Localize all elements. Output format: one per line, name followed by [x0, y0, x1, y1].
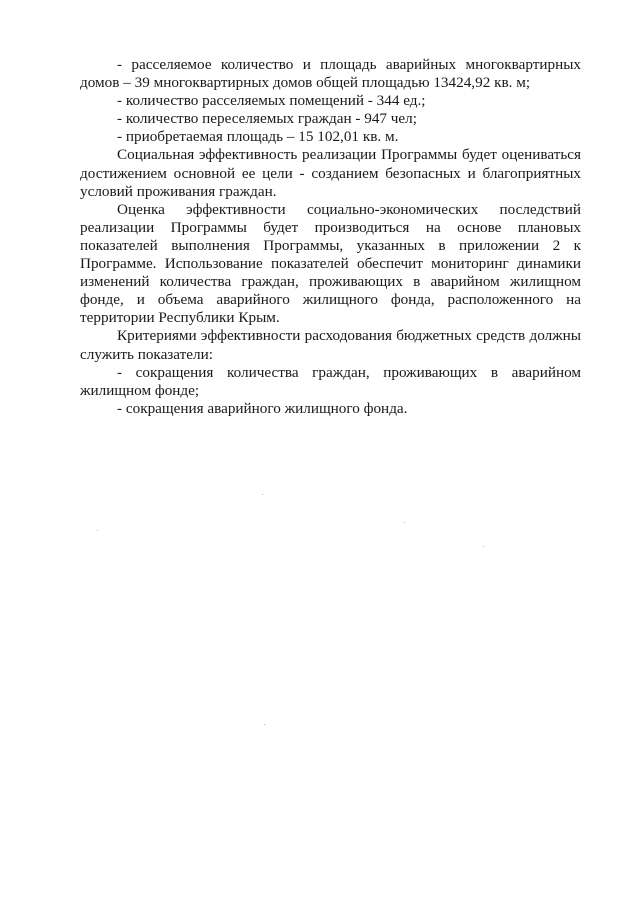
- paragraph-resettled-rooms: - количество расселяемых помещений - 344 ед.;: [117, 92, 426, 110]
- paragraph-budget-criteria: Критериями эффективности расходования бюджетных средств должны служить показатели:: [80, 327, 581, 363]
- scan-speck: [264, 724, 265, 725]
- paragraph-efficiency-assessment: Оценка эффективности социально-экономических последствий реализации Программы будет производиться на основе плановых показателей выполнения Программы, указанных в приложении 2 к Программе. Использование показателей обеспечит мониторинг динамики изменений количества граждан, проживающих в аварийном жилищном фонде, и объема аварийного жилищного фонда, расположенного на территории Республики Крым.: [80, 200, 581, 327]
- paragraph-criteria-housing-fund: - сокращения аварийного жилищного фонда.: [117, 399, 408, 417]
- scan-speck: [97, 530, 98, 531]
- paragraph-resettled-buildings: - расселяемое количество и площадь аварийных многоквартирных домов – 39 многоквартирных домов общей площадью 13424,92 кв. м;: [80, 56, 581, 92]
- paragraph-social-efficiency: Социальная эффективность реализации Программы будет оцениваться достижением основной ее цели - созданием безопасных и благоприятных условий проживания граждан.: [80, 146, 581, 200]
- paragraph-acquired-area: - приобретаемая площадь – 15 102,01 кв. м.: [117, 128, 399, 146]
- document-body: [80, 56, 581, 418]
- scan-speck: [262, 494, 263, 495]
- paragraph-criteria-citizens: - сокращения количества граждан, проживающих в аварийном жилищном фонде;: [80, 363, 581, 399]
- paragraph-resettled-citizens: - количество переселяемых граждан - 947 чел;: [117, 110, 417, 128]
- scan-speck: [404, 522, 405, 523]
- scan-speck: [483, 546, 484, 547]
